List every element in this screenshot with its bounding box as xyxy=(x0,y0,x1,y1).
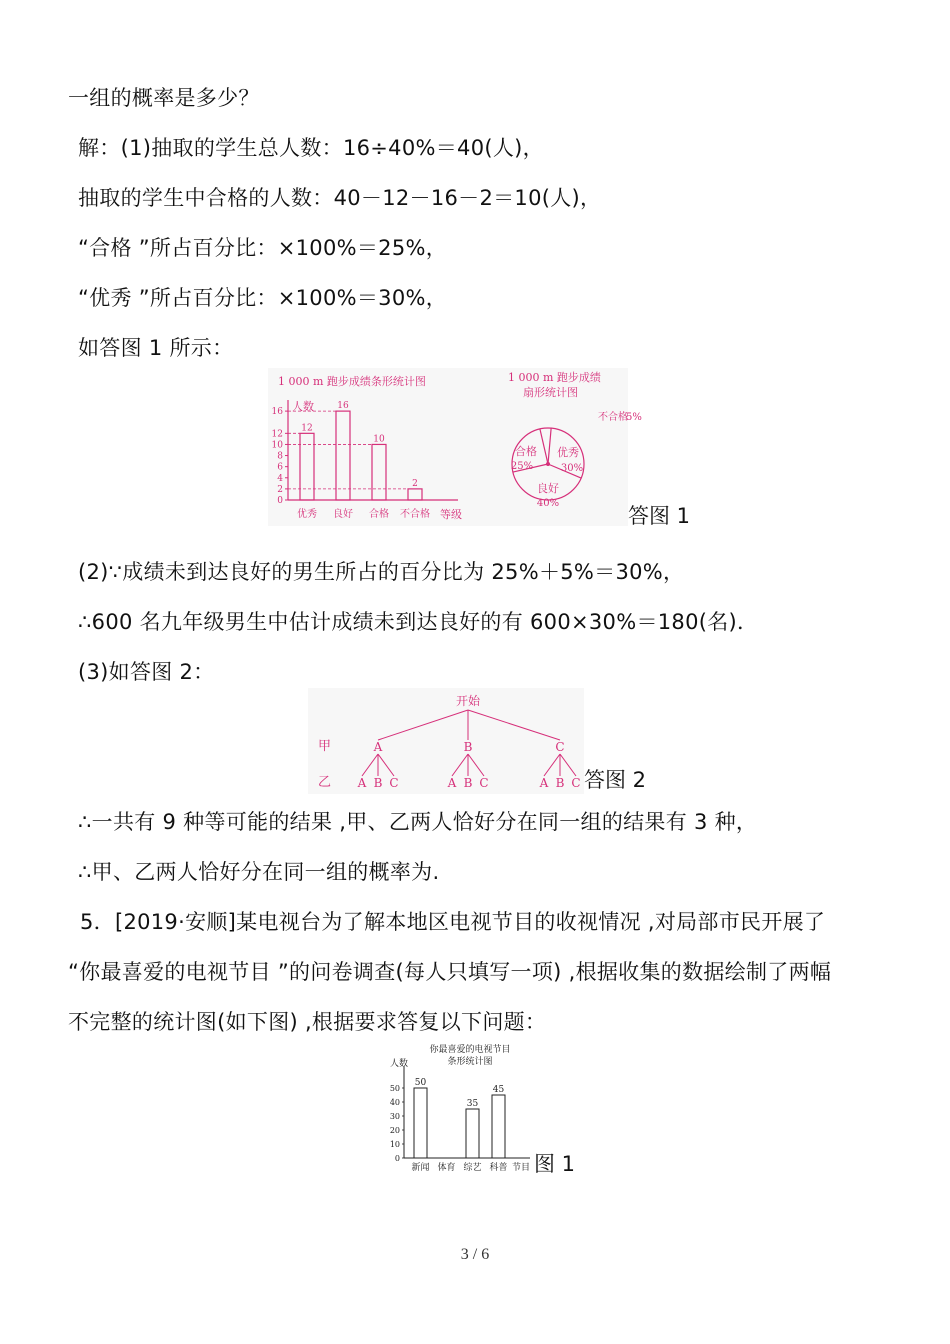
problem-5-instruction: 不完整的统计图(如下图) ,根据要求答复以下问题： xyxy=(68,1010,547,1034)
pie-chart-title-line2: 扇形统计图 xyxy=(523,386,578,399)
pie-slice-pct: 5% xyxy=(626,412,642,423)
bar-y-tick-label: 4 xyxy=(277,473,283,484)
tv-y-label: 人数 xyxy=(390,1059,409,1069)
answer-figure-1-svg xyxy=(268,368,642,526)
bar-y-tick-label: 2 xyxy=(277,484,283,495)
pie-slice-pct: 25% xyxy=(510,461,534,472)
tree-level1-node-B: B xyxy=(463,740,473,754)
tree-level2-node-C: C xyxy=(389,776,399,790)
tree-level2-node-B: B xyxy=(373,776,383,790)
tree-root: 开始 xyxy=(455,694,481,708)
tv-bar-value-label: 45 xyxy=(492,1085,505,1095)
tree-level2-label: 乙 xyxy=(318,775,332,790)
bar-y-tick-label: 6 xyxy=(277,462,283,473)
pie-slice-label: 合格 xyxy=(515,445,537,458)
solution-part2-estimate: ∴600 名九年级男生中估计成绩未到达良好的有 600×30%＝180(名)． xyxy=(78,610,759,634)
tree-level2-node-A: A xyxy=(357,776,367,790)
tree-level2-node-B: B xyxy=(463,776,473,790)
tv-bar-科普 xyxy=(492,1095,505,1158)
tv-y-tick-label: 40 xyxy=(389,1098,400,1107)
answer-figure-1 xyxy=(268,368,642,526)
solution-part1-total: 解：(1)抽取的学生总人数：16÷40%＝40(人)， xyxy=(78,136,544,160)
page-number: 3 / 6 xyxy=(460,1246,490,1263)
tv-program-figure xyxy=(384,1040,534,1176)
answer-figure-2-caption: 答图 2 xyxy=(584,768,647,792)
tv-chart-title-line1: 你最喜爱的电视节目 xyxy=(429,1045,511,1055)
bar-category-label: 良好 xyxy=(333,509,353,520)
solution-part2-reason: (2)∵成绩未到达良好的男生所占的百分比为 25%＋5%＝30%， xyxy=(78,560,685,584)
tv-figure-caption: 图 1 xyxy=(534,1152,576,1176)
bar-value-label: 12 xyxy=(301,423,313,434)
answer-figure-2 xyxy=(308,688,584,794)
problem-5-survey: “你最喜爱的电视节目 ”的问卷调查(每人只填写一项) ,根据收集的数据绘制了两幅 xyxy=(68,960,832,984)
solution-part1-figure-ref: 如答图 1 所示： xyxy=(78,336,234,360)
tv-y-tick-label: 50 xyxy=(389,1084,400,1093)
tv-bar-value-label: 35 xyxy=(466,1099,479,1109)
bar-value-label: 16 xyxy=(337,401,349,412)
solution-part3-figure-ref: (3)如答图 2： xyxy=(78,660,215,684)
tv-y-tick-label: 0 xyxy=(394,1154,400,1163)
tv-bar-新闻 xyxy=(414,1088,427,1158)
tree-level2-node-C: C xyxy=(571,776,581,790)
answer-figure-1-caption: 答图 1 xyxy=(628,504,691,528)
bar-category-label: 合格 xyxy=(369,509,389,520)
tv-category-label: 综艺 xyxy=(463,1163,482,1173)
tv-y-tick-label: 30 xyxy=(389,1112,400,1121)
tree-level1-label: 甲 xyxy=(318,739,332,754)
bar-y-tick-label: 10 xyxy=(271,440,283,451)
tv-program-bar-chart xyxy=(384,1040,534,1176)
tv-bar-综艺 xyxy=(466,1109,479,1158)
bar-value-label: 2 xyxy=(412,478,418,489)
tv-category-label: 科普 xyxy=(489,1163,508,1173)
bar-category-label: 不合格 xyxy=(400,509,430,520)
tree-level2-node-A: A xyxy=(447,776,457,790)
solution-part1-qualified-pct: “合格 ”所占百分比：×100%＝25%， xyxy=(78,236,448,260)
solution-part1-excellent-pct: “优秀 ”所占百分比：×100%＝30%， xyxy=(78,286,448,310)
solution-part1-qualified: 抽取的学生中合格的人数：40－12－16－2＝10(人)， xyxy=(78,186,602,210)
tv-category-label: 新闻 xyxy=(411,1163,430,1173)
pie-slice-label: 良好 xyxy=(537,482,559,495)
tv-x-label: 节目 xyxy=(512,1163,531,1173)
tree-level1-node-C: C xyxy=(555,740,565,754)
bar-x-label: 等级 xyxy=(440,508,462,521)
bar-y-tick-label: 8 xyxy=(277,451,283,462)
bar-category-label: 优秀 xyxy=(297,509,317,520)
bar-y-tick-label: 16 xyxy=(271,407,283,418)
tv-y-tick-label: 10 xyxy=(389,1140,400,1149)
pie-slice-label: 优秀 xyxy=(557,446,579,459)
problem-5-intro: 5．[2019·安顺]某电视台为了解本地区电视节目的收视情况 ,对局部市民开展了 xyxy=(80,910,826,934)
tv-bar-value-label: 50 xyxy=(414,1078,427,1088)
tv-category-label: 体育 xyxy=(437,1163,456,1173)
tree-level2-node-B: B xyxy=(555,776,565,790)
pie-center xyxy=(546,462,550,466)
solution-part3-outcomes: ∴一共有 9 种等可能的结果 ,甲、乙两人恰好分在同一组的结果有 3 种， xyxy=(78,810,758,834)
tv-y-tick-label: 20 xyxy=(389,1126,400,1135)
pie-slice-pct: 30% xyxy=(560,463,584,474)
tree-level2-node-C: C xyxy=(479,776,489,790)
pie-chart-title-line1: 1 000 m 跑步成绩 xyxy=(508,371,601,384)
pie-slice-label: 不合格 xyxy=(598,412,628,423)
pie-slice-pct: 40% xyxy=(536,498,560,509)
tree-level1-node-A: A xyxy=(373,740,383,754)
tv-chart-title-line2: 条形统计图 xyxy=(447,1057,493,1067)
solution-part3-probability: ∴甲、乙两人恰好分在同一组的概率为. xyxy=(78,860,440,884)
bar-chart-title: 1 000 m 跑步成绩条形统计图 xyxy=(278,375,426,388)
bar-value-label: 10 xyxy=(373,434,385,445)
bar-y-tick-label: 12 xyxy=(271,429,283,440)
bar-y-label: 人数 xyxy=(292,400,314,413)
question-tail: 一组的概率是多少？ xyxy=(68,86,260,110)
bar-y-tick-label: 0 xyxy=(277,496,283,506)
tree-level2-node-A: A xyxy=(539,776,549,790)
tree-diagram xyxy=(308,688,584,794)
